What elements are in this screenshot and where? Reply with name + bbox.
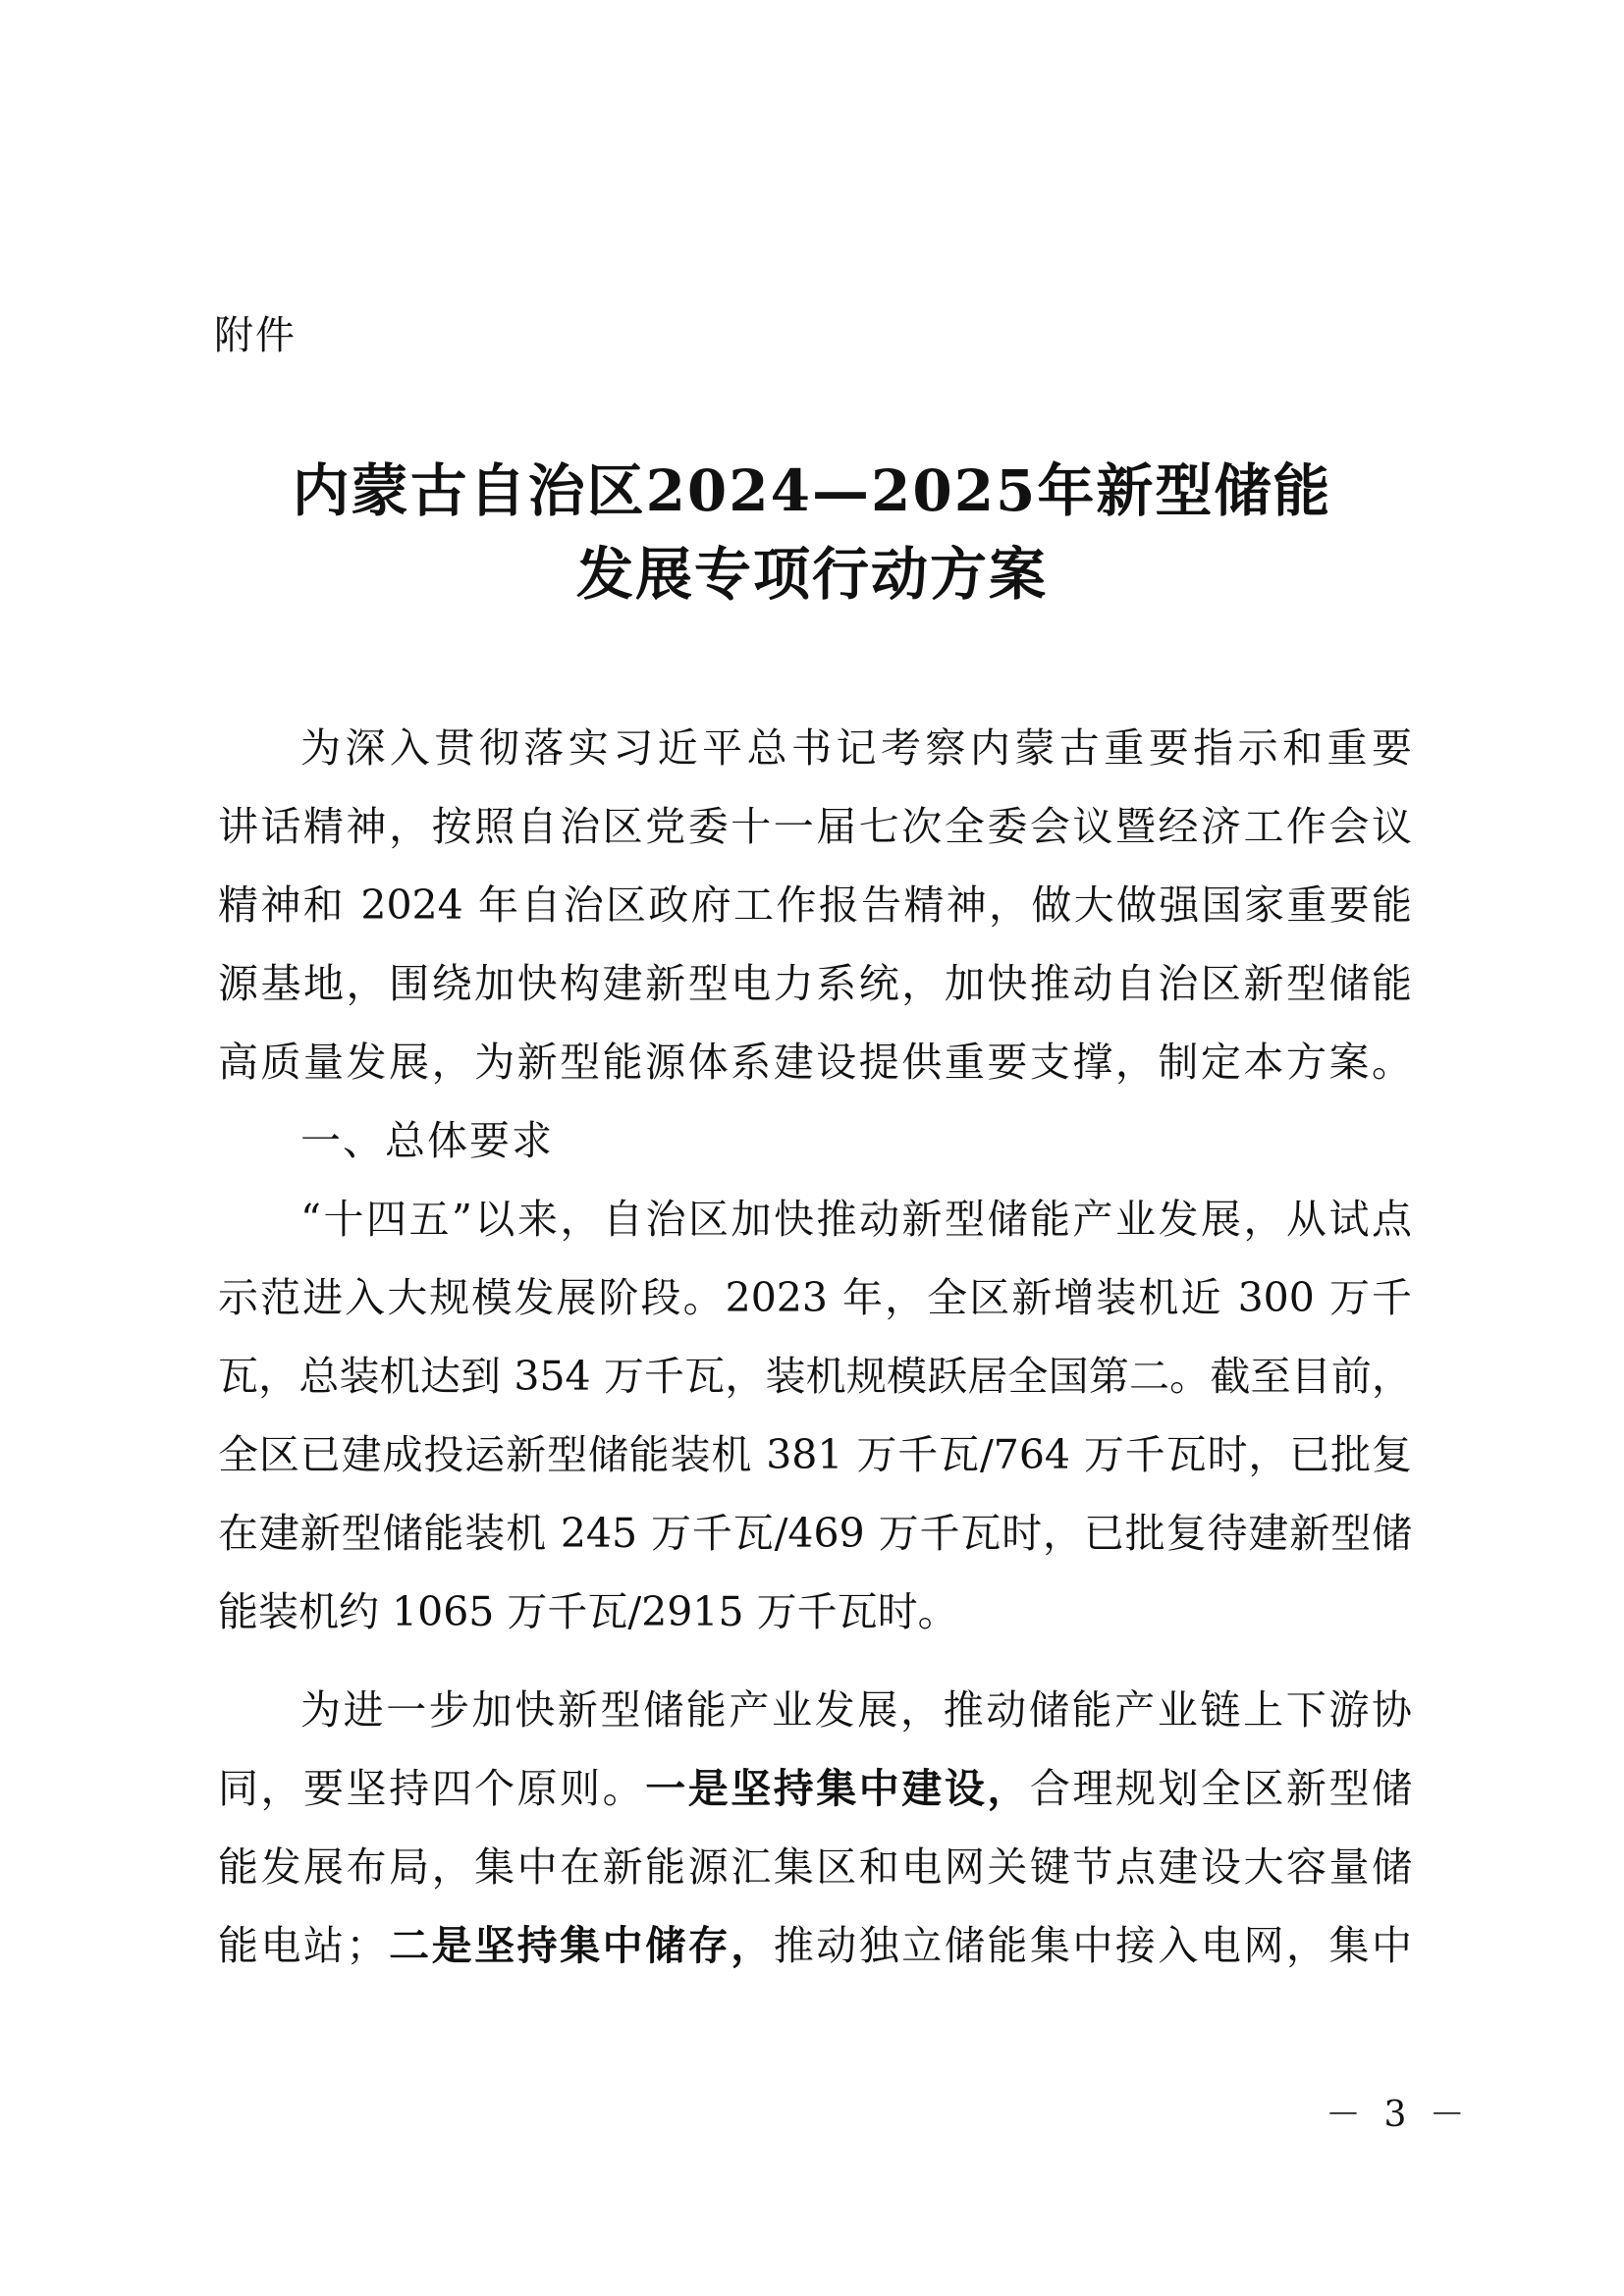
principle-one-emphasis: 一是坚持集中建设， [645,1765,1030,1812]
section1-para2-line-3: 能发展布局，集中在新能源汇集区和电网关键节点建设大容量储 [218,1843,1412,1891]
intro-line-4: 源基地，围绕加快构建新型电力系统，加快推动自治区新型储能 [218,960,1412,1007]
section1-para2-line-1: 为进一步加快新型储能产业发展，推动储能产业链上下游协 [300,1686,1412,1734]
page-number: － 3 － [1326,2095,1471,2135]
section1-para2-line-4 [218,1906,1412,1985]
line-text: 推动独立储能集中接入电网，集中 [773,1922,1413,1969]
line-text: 能电站； [218,1922,387,1969]
intro-line-5: 高质量发展，为新型能源体系建设提供重要支撑，制定本方案。 [218,1039,1412,1086]
line-text: 合理规划全区新型储 [1029,1765,1413,1812]
section1-para1-line-5: 在建新型储能装机 245 万千瓦/469 万千瓦时，已批复待建新型储 [218,1510,1412,1557]
section1-para1-line-6: 能装机约 1065 万千瓦/2915 万千瓦时。 [218,1588,958,1635]
principle-two-emphasis: 二是坚持集中储存， [386,1922,774,1969]
document-title-line-1: 内蒙古自治区2024—2025年新型储能 [292,457,1332,524]
line-text: 同，要坚持四个原则。 [218,1765,646,1812]
section1-para1-line-4: 全区已建成投运新型储能装机 381 万千瓦/764 万千瓦时，已批复 [218,1431,1412,1478]
document-title-line-2: 发展专项行动方案 [575,541,1048,608]
section1-para1-line-1: “十四五”以来，自治区加快推动新型储能产业发展，从试点 [300,1196,1412,1243]
section1-para1-line-2: 示范进入大规模发展阶段。2023 年，全区新增装机近 300 万千 [218,1274,1412,1321]
section1-para2-line-2 [218,1749,1412,1828]
intro-line-3: 精神和 2024 年自治区政府工作报告精神，做大做强国家重要能 [218,881,1412,929]
section-heading-general-requirements: 一、总体要求 [300,1117,554,1164]
intro-line-1: 为深入贯彻落实习近平总书记考察内蒙古重要指示和重要 [300,724,1412,772]
attachment-label: 附件 [214,313,297,358]
section1-para1-line-3: 瓦，总装机达到 354 万千瓦，装机规模跃居全国第二。截至目前， [218,1353,1412,1400]
intro-line-2: 讲话精神，按照自治区党委十一届七次全委会议暨经济工作会议 [218,803,1412,850]
